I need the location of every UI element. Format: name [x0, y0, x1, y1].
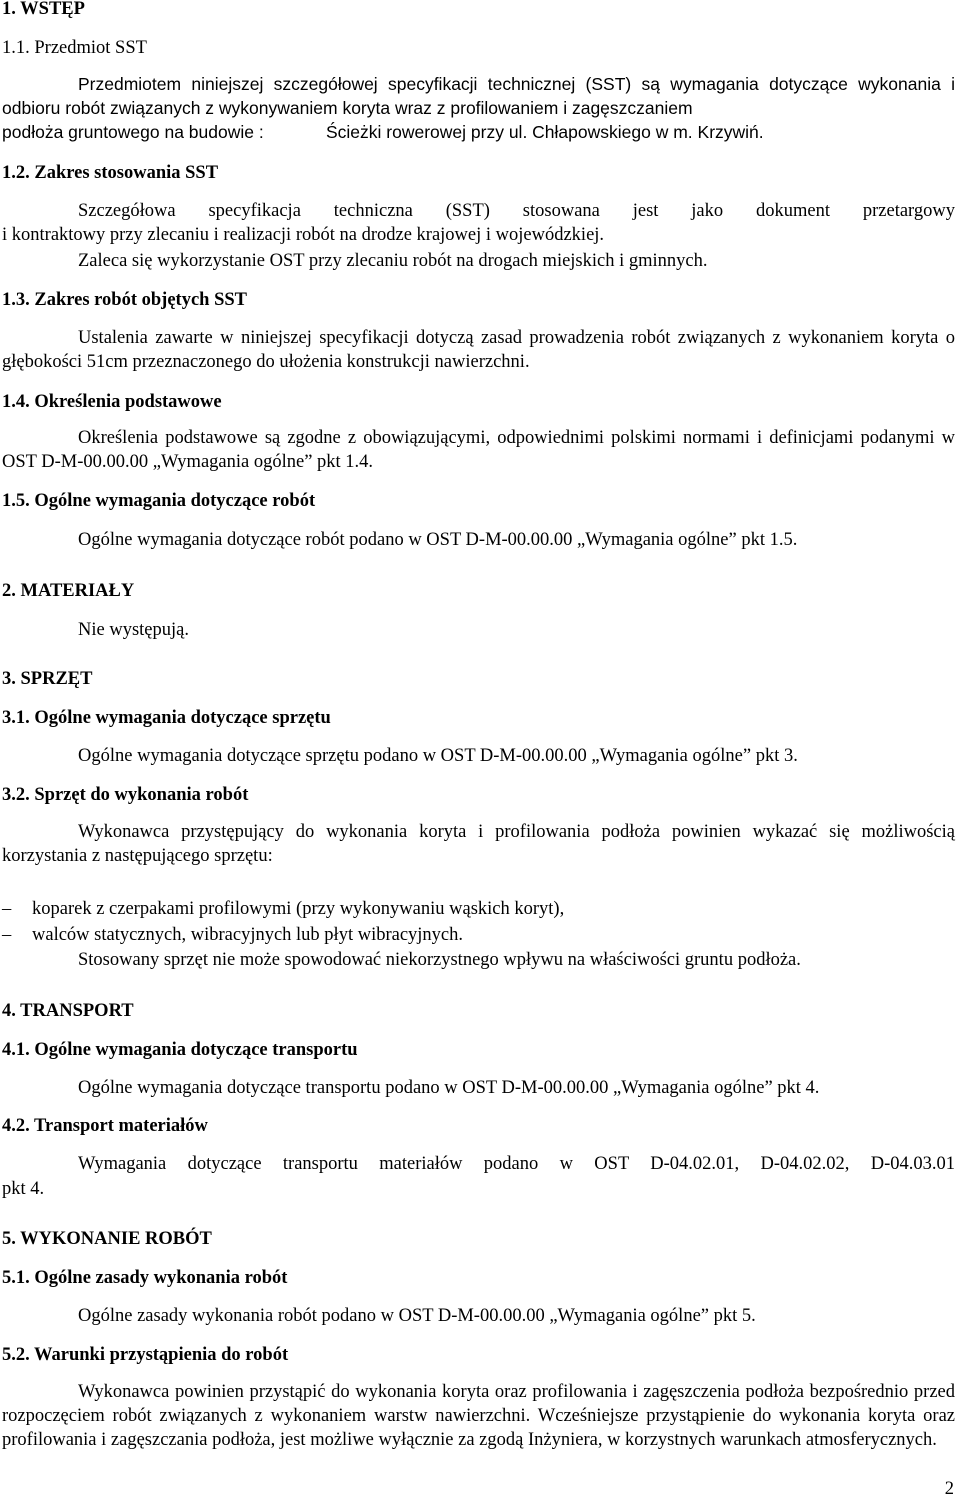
section-3-2-paragraph [2, 820, 955, 868]
section-1-4-text: Określenia podstawowe są zgodne z obowiązującymi, odpowiednimi polskimi normami i definicjami podanymi w OST D-M-00.00.00 „Wymagania ogólne” pkt 1.4. [2, 428, 955, 472]
section-4-heading: 4. TRANSPORT [2, 1001, 134, 1021]
section-1-4-heading: 1.4. Określenia podstawowe [2, 392, 222, 412]
section-4-1-heading: 4.1. Ogólne wymagania dotyczące transportu [2, 1040, 358, 1060]
section-1-3-heading: 1.3. Zakres robót objętych SST [2, 290, 247, 310]
section-5-2-text: Wykonawca powinien przystąpić do wykonania koryta oraz profilowania i zagęszczenia podłoża bezpośrednio przed rozpoczęciem robót związanych z wykonaniem warstw nawierzchni. Wcześniejsze przystąpienie do wykonania koryta oraz profilowania i zagęszczania podłoża, jest możliwe wyłącznie za zgodą Inżyniera, w korzystnych warunkach atmosferycznych. [2, 1382, 955, 1450]
section-5-1-paragraph: Ogólne zasady wykonania robót podano w OST D-M-00.00.00 „Wymagania ogólne” pkt 5. [78, 1306, 756, 1326]
section-1-1-paragraph [2, 72, 955, 120]
dash-bullet-icon: – [2, 925, 12, 945]
section-4-2-heading: 4.2. Transport materiałów [2, 1116, 208, 1136]
section-3-1-paragraph: Ogólne wymagania dotyczące sprzętu podano w OST D-M-00.00.00 „Wymagania ogólne” pkt 3. [78, 746, 798, 766]
section-3-1-heading: 3.1. Ogólne wymagania dotyczące sprzętu [2, 708, 331, 728]
page-number: 2 [944, 1479, 954, 1499]
section-3-heading: 3. SPRZĘT [2, 669, 93, 689]
dash-bullet-icon: – [2, 899, 12, 919]
section-5-2-heading: 5.2. Warunki przystąpienia do robót [2, 1345, 289, 1365]
section-1-1-line3b: Ścieżki rowerowej przy ul. Chłapowskiego w m. Krzywiń. [326, 122, 764, 142]
section-4-2-line1: Wymagania dotyczące transportu materiałów podano w OST D-04.02.01, D-04.02.02, D-04.03.01 [78, 1154, 955, 1174]
section-4-1-paragraph: Ogólne wymagania dotyczące transportu podano w OST D-M-00.00.00 „Wymagania ogólne” pkt 4. [78, 1078, 820, 1098]
section-1-2-line2: i kontraktowy przy zlecaniu i realizacji robót na drodze krajowej i wojewódzkiej. [2, 225, 605, 245]
section-1-heading: 1. WSTĘP [2, 0, 85, 19]
section-4-2-line2: pkt 4. [2, 1179, 45, 1199]
section-2-heading: 2. MATERIAŁY [2, 581, 135, 601]
list-item: – koparek z czerpakami profilowymi (przy wykonywaniu wąskich koryt), [2, 899, 565, 919]
section-1-1-heading: 1.1. Przedmiot SST [2, 38, 147, 58]
section-5-heading: 5. WYKONANIE ROBÓT [2, 1229, 212, 1249]
section-1-5-paragraph: Ogólne wymagania dotyczące robót podano w OST D-M-00.00.00 „Wymagania ogólne” pkt 1.5. [78, 530, 798, 550]
section-3-2-heading: 3.2. Sprzęt do wykonania robót [2, 785, 249, 805]
section-1-2-line3: Zaleca się wykorzystanie OST przy zlecaniu robót na drogach miejskich i gminnych. [78, 251, 708, 271]
section-1-5-heading: 1.5. Ogólne wymagania dotyczące robót [2, 491, 316, 511]
section-1-2-line1: Szczegółowa specyfikacja techniczna (SST) stosowana jest jako dokument przetargowy [78, 201, 955, 221]
section-1-3-paragraph [2, 326, 955, 374]
section-1-1-line3a: podłoża gruntowego na budowie : [2, 122, 264, 142]
section-2-paragraph: Nie występują. [78, 620, 189, 640]
section-1-1-text: Przedmiotem niniejszej szczegółowej specyfikacji technicznej (SST) są wymagania dotyczące wykonania i odbioru robót związanych z wykonywaniem koryta wraz z profilowaniem i zagęszczaniem [2, 74, 955, 118]
section-3-2-text: Wykonawca przystępujący do wykonania koryta i profilowania podłoża powinien wykazać się możliwością korzystania z następującego sprzętu: [2, 822, 955, 866]
section-1-2-heading: 1.2. Zakres stosowania SST [2, 163, 219, 183]
section-1-3-text: Ustalenia zawarte w niniejszej specyfikacji dotyczą zasad prowadzenia robót związanych z wykonaniem koryta o głębokości 51cm przeznaczonego do ułożenia konstrukcji nawierzchni. [2, 328, 955, 372]
section-5-2-paragraph [2, 1380, 955, 1452]
list-item: – walców statycznych, wibracyjnych lub płyt wibracyjnych. [2, 925, 464, 945]
section-5-1-heading: 5.1. Ogólne zasady wykonania robót [2, 1268, 288, 1288]
section-1-4-paragraph [2, 426, 955, 474]
section-3-2-after: Stosowany sprzęt nie może spowodować niekorzystnego wpływu na właściwości gruntu podłoża. [78, 950, 801, 970]
